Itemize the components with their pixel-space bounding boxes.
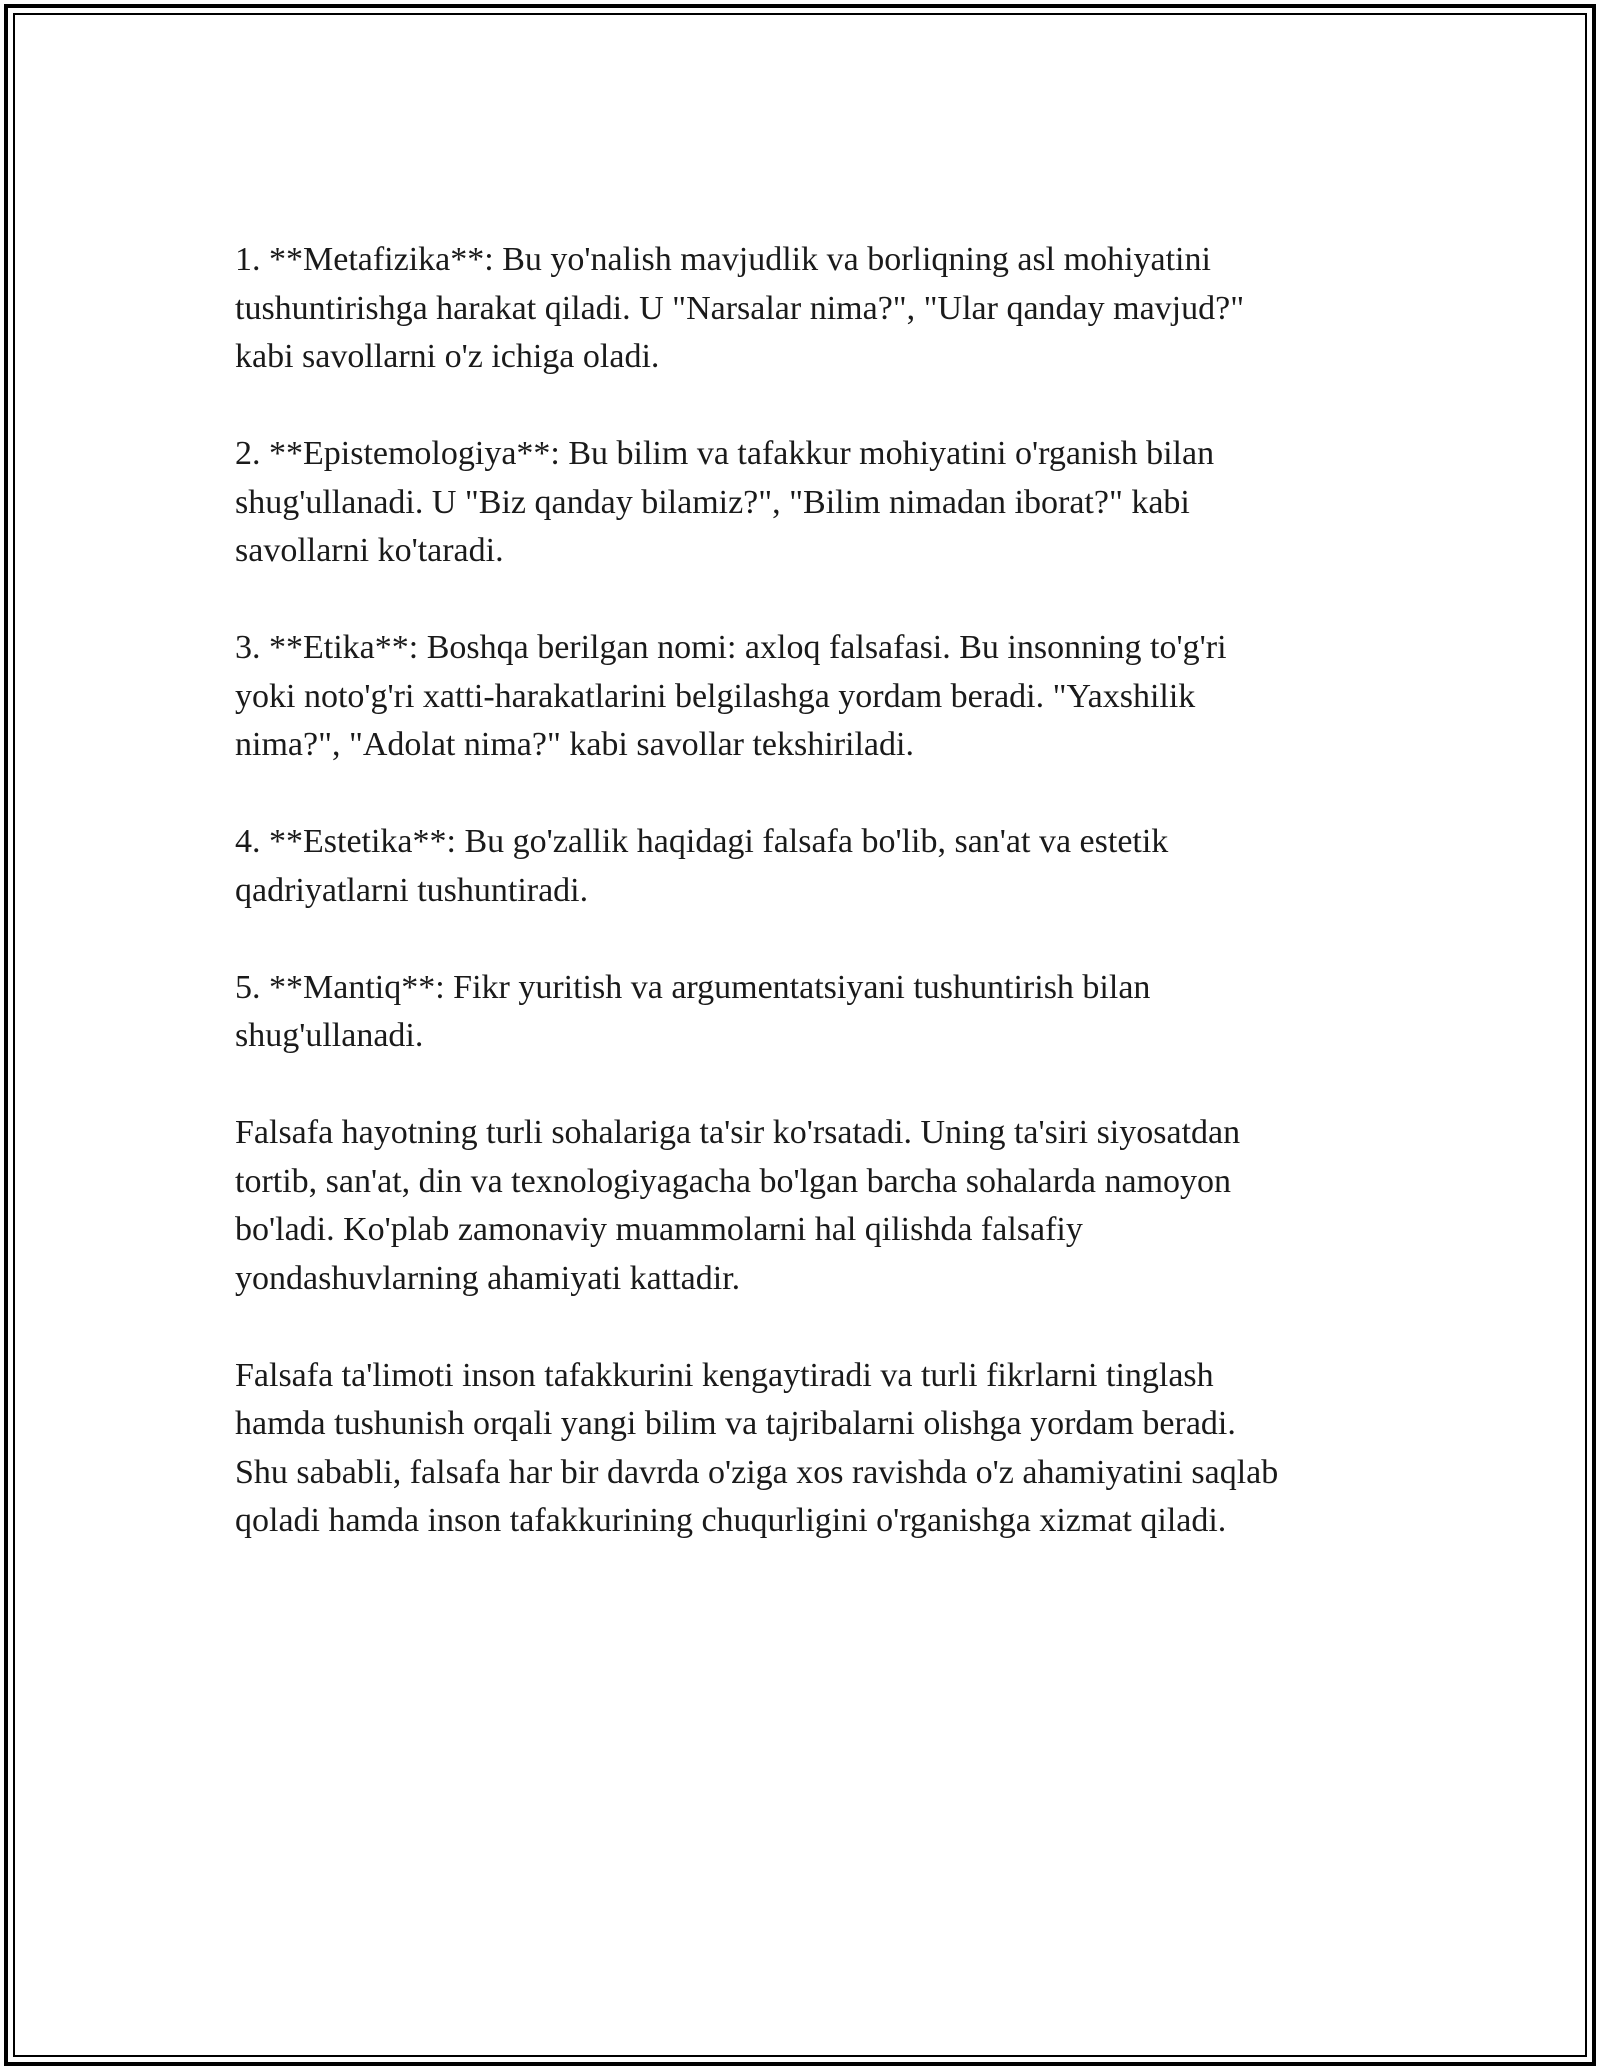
text-line: qoladi hamda inson tafakkurining chuqurligini o'rganishga xizmat qiladi. <box>235 1502 1227 1539</box>
text-line: tushuntirishga harakat qiladi. U "Narsalar nima?", "Ular qanday mavjud?" <box>235 289 1245 327</box>
text-line: nima?", "Adolat nima?" kabi savollar tekshiriladi. <box>235 726 914 763</box>
text-line: shug'ullanadi. <box>235 1017 424 1054</box>
text-line: 2. **Epistemologiya**: Bu bilim va tafakkur mohiyatini o'rganish bilan <box>235 435 1215 472</box>
paragraph-metafizika <box>235 236 1385 382</box>
text-line: savollarni ko'taradi. <box>235 532 504 569</box>
text-line: 3. **Etika**: Boshqa berilgan nomi: axloq falsafasi. Bu insonning to'g'ri <box>235 629 1227 666</box>
paragraph-etika <box>235 624 1385 770</box>
text-line: 4. **Estetika**: Bu go'zallik haqidagi falsafa bo'lib, san'at va estetik <box>235 823 1169 860</box>
text-line: qadriyatlarni tushuntiradi. <box>235 871 589 909</box>
text-line: kabi savollarni o'z ichiga oladi. <box>235 338 660 375</box>
document-body <box>235 236 1385 1594</box>
text-line: shug'ullanadi. U "Biz qanday bilamiz?", "Bilim nimadan iborat?" kabi <box>235 483 1190 521</box>
text-line: hamda tushunish orqali yangi bilim va tajribalarni olishga yordam beradi. <box>235 1405 1236 1442</box>
text-line: Falsafa hayotning turli sohalariga ta'sir ko'rsatadi. Uning ta'siri siyosatdan <box>235 1114 1241 1151</box>
text-line: Shu sababli, falsafa har bir davrda o'ziga xos ravishda o'z ahamiyatini saqlab <box>235 1453 1279 1491</box>
text-line: 1. **Metafizika**: Bu yo'nalish mavjudlik va borliqning asl mohiyatini <box>235 241 1211 278</box>
text-line: yondashuvlarning ahamiyati kattadir. <box>235 1259 741 1297</box>
paragraph-epistemologiya <box>235 430 1385 576</box>
text-line: Falsafa ta'limoti inson tafakkurini kengaytiradi va turli fikrlarni tinglash <box>235 1356 1214 1394</box>
paragraph-falsafa-tasiri <box>235 1109 1385 1303</box>
text-line: tortib, san'at, din va texnologiyagacha bo'lgan barcha sohalarda namoyon <box>235 1162 1232 1200</box>
text-line: bo'ladi. Ko'plab zamonaviy muammolarni hal qilishda falsafiy <box>235 1211 1083 1248</box>
paragraph-estetika <box>235 818 1385 915</box>
paragraph-mantiq <box>235 964 1385 1061</box>
paragraph-falsafa-talimoti <box>235 1352 1385 1546</box>
text-line: 5. **Mantiq**: Fikr yuritish va argumentatsiyani tushuntirish bilan <box>235 968 1151 1006</box>
text-line: yoki noto'g'ri xatti-harakatlarini belgilashga yordam beradi. "Yaxshilik <box>235 677 1196 715</box>
